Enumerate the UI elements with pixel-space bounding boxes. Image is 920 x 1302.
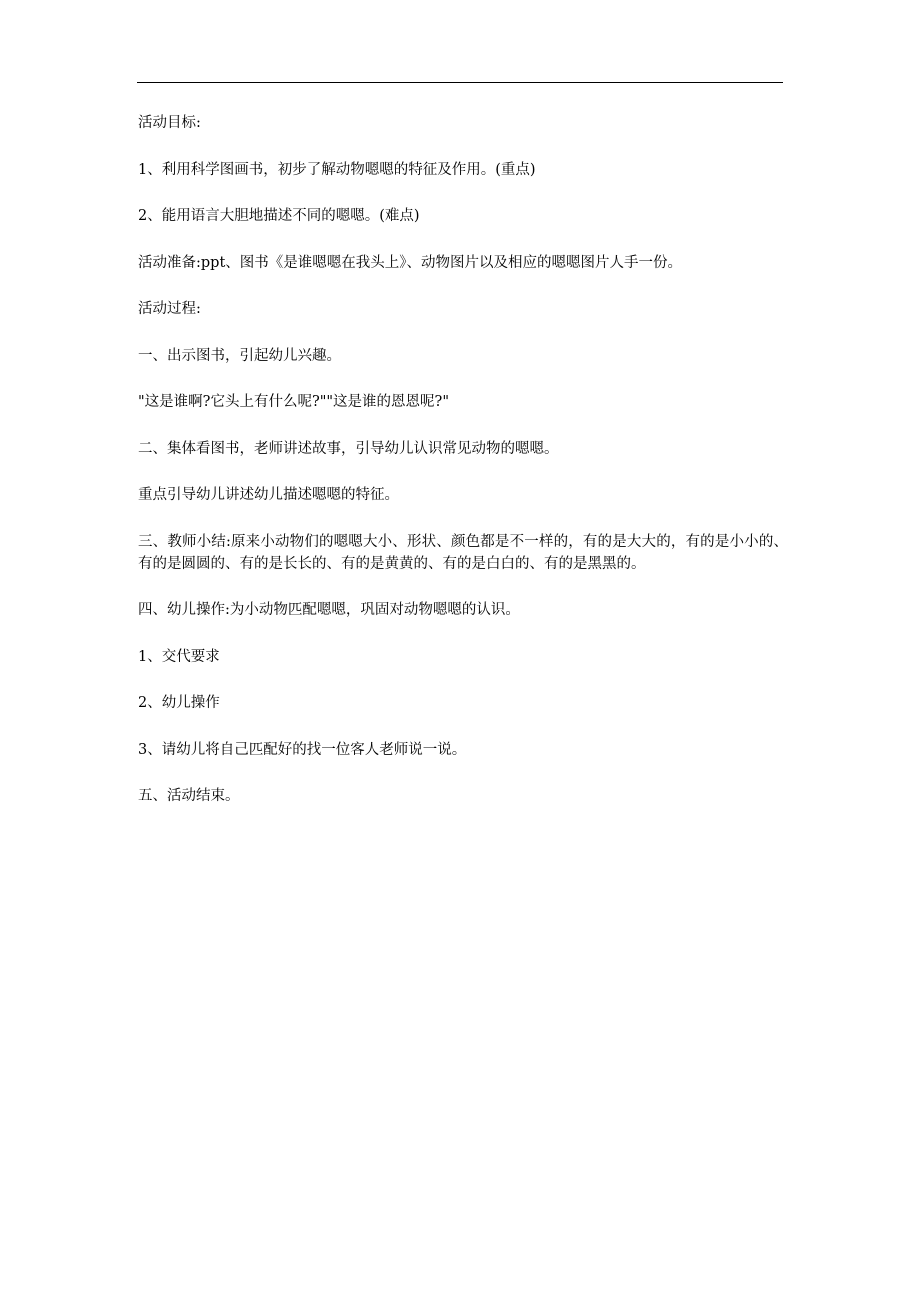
header-rule bbox=[137, 82, 783, 83]
objective-item-1: 1、利用科学图画书，初步了解动物嗯嗯的特征及作用。(重点) bbox=[138, 161, 536, 178]
process-quote: "这是谁啊?它头上有什么呢?""这是谁的恩恩呢?" bbox=[138, 394, 449, 410]
preparation-paragraph: 活动准备:ppt、图书《是谁嗯嗯在我头上》、动物图片以及相应的嗯嗯图片人手一份。 bbox=[138, 254, 683, 271]
document-body bbox=[138, 112, 788, 832]
objective-item-2: 2、能用语言大胆地描述不同的嗯嗯。(难点) bbox=[138, 208, 420, 224]
section-heading-objectives: 活动目标: bbox=[138, 115, 201, 131]
operation-item-1: 1、交代要求 bbox=[138, 648, 220, 665]
operation-item-3: 3、请幼儿将自己匹配好的找一位客人老师说一说。 bbox=[138, 741, 467, 758]
process-step-2: 二、集体看图书，老师讲述故事，引导幼儿认识常见动物的嗯嗯。 bbox=[138, 440, 559, 457]
process-step-5: 五、活动结束。 bbox=[138, 788, 240, 804]
operation-item-2: 2、幼儿操作 bbox=[138, 695, 220, 711]
process-step-4: 四、幼儿操作:为小动物匹配嗯嗯，巩固对动物嗯嗯的认识。 bbox=[138, 602, 520, 618]
process-step-1: 一、出示图书，引起幼儿兴趣。 bbox=[138, 347, 341, 364]
section-heading-process: 活动过程: bbox=[138, 301, 201, 317]
process-step-3: 三、教师小结:原来小动物们的嗯嗯大小、形状、颜色都是不一样的，有的是大大的，有的是小小的、有的是圆圆的、有的是长长的、有的是黄黄的、有的是白白的、有的是黑黑的。 bbox=[138, 533, 788, 572]
process-note: 重点引导幼儿讲述幼儿描述嗯嗯的特征。 bbox=[138, 487, 399, 503]
